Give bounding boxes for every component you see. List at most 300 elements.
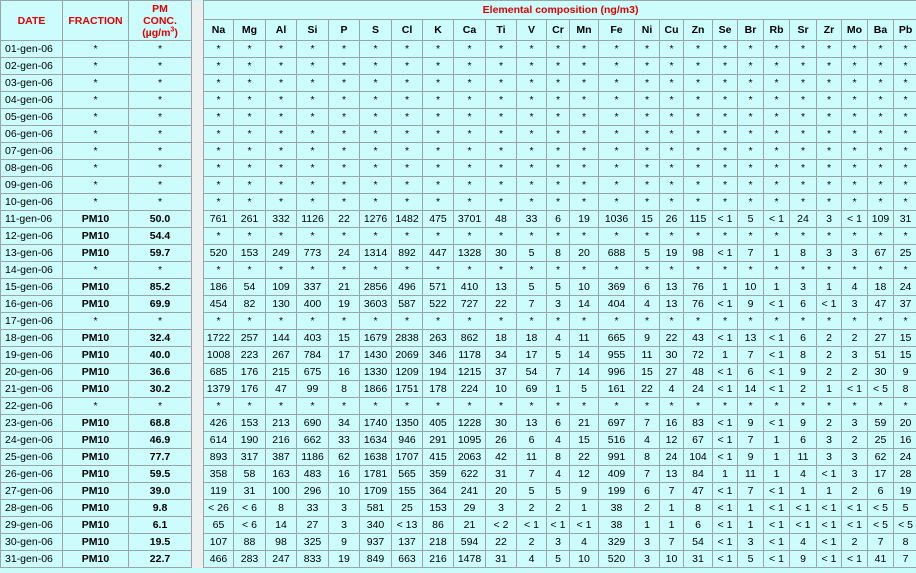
- value-cell-ca: *: [454, 58, 486, 75]
- value-cell-zr: < 1: [817, 551, 842, 568]
- value-cell-k: *: [423, 109, 454, 126]
- table-row: [1, 228, 916, 245]
- value-cell-zn: *: [684, 41, 713, 58]
- value-cell-se: *: [713, 313, 738, 330]
- value-cell-p: 33: [329, 432, 360, 449]
- value-cell-k: 194: [423, 364, 454, 381]
- element-header-fe: Fe: [599, 20, 635, 41]
- value-cell-s: 1276: [360, 211, 392, 228]
- pm-conc-cell: 77.7: [129, 449, 192, 466]
- value-cell-fe: 1036: [599, 211, 635, 228]
- value-cell-fe: 516: [599, 432, 635, 449]
- pm-conc-cell: 9.8: [129, 500, 192, 517]
- separator-cell: [192, 398, 204, 415]
- separator-cell: [192, 364, 204, 381]
- value-cell-br: *: [738, 177, 764, 194]
- value-cell-sr: 9: [790, 551, 817, 568]
- value-cell-mg: 176: [234, 381, 266, 398]
- value-cell-v: *: [517, 109, 547, 126]
- value-cell-zr: 2: [817, 415, 842, 432]
- value-cell-ca: *: [454, 228, 486, 245]
- fraction-cell: PM10: [63, 534, 129, 551]
- separator-cell: [192, 126, 204, 143]
- table-row: [1, 551, 916, 568]
- value-cell-si: *: [297, 92, 329, 109]
- value-cell-se: *: [713, 92, 738, 109]
- value-cell-p: *: [329, 160, 360, 177]
- value-cell-sr: 4: [790, 466, 817, 483]
- value-cell-ba: 18: [868, 279, 894, 296]
- value-cell-s: *: [360, 160, 392, 177]
- value-cell-zn: *: [684, 92, 713, 109]
- value-cell-ti: 34: [486, 347, 517, 364]
- value-cell-br: 14: [738, 381, 764, 398]
- value-cell-v: 33: [517, 211, 547, 228]
- table-row: [1, 534, 916, 551]
- value-cell-cl: 587: [392, 296, 423, 313]
- value-cell-fe: *: [599, 143, 635, 160]
- value-cell-mn: *: [570, 398, 599, 415]
- value-cell-zr: 3: [817, 211, 842, 228]
- table-row: [1, 177, 916, 194]
- fraction-cell: PM10: [63, 449, 129, 466]
- value-cell-br: 10: [738, 279, 764, 296]
- value-cell-zn: *: [684, 75, 713, 92]
- value-cell-p: 16: [329, 466, 360, 483]
- table-row: [1, 500, 916, 517]
- value-cell-pb: < 5: [894, 517, 916, 534]
- value-cell-ba: *: [868, 109, 894, 126]
- value-cell-zn: *: [684, 262, 713, 279]
- value-cell-br: 9: [738, 415, 764, 432]
- value-cell-s: *: [360, 177, 392, 194]
- value-cell-rb: 1: [764, 245, 790, 262]
- value-cell-k: *: [423, 194, 454, 211]
- value-cell-zr: *: [817, 313, 842, 330]
- value-cell-si: 675: [297, 364, 329, 381]
- value-cell-si: 1126: [297, 211, 329, 228]
- value-cell-cr: 2: [547, 500, 570, 517]
- value-cell-k: 475: [423, 211, 454, 228]
- value-cell-v: 2: [517, 500, 547, 517]
- separator-cell: [192, 313, 204, 330]
- value-cell-s: *: [360, 75, 392, 92]
- element-header-mn: Mn: [570, 20, 599, 41]
- value-cell-zr: < 1: [817, 296, 842, 313]
- value-cell-cl: *: [392, 41, 423, 58]
- value-cell-sr: 9: [790, 415, 817, 432]
- date-cell: 07-gen-06: [1, 143, 63, 160]
- value-cell-sr: 2: [790, 381, 817, 398]
- value-cell-si: 690: [297, 415, 329, 432]
- date-cell: 01-gen-06: [1, 41, 63, 58]
- value-cell-na: *: [204, 177, 234, 194]
- value-cell-zr: 2: [817, 330, 842, 347]
- fraction-cell: *: [63, 177, 129, 194]
- value-cell-al: *: [266, 262, 297, 279]
- value-cell-na: 1008: [204, 347, 234, 364]
- fraction-cell: PM10: [63, 330, 129, 347]
- value-cell-p: *: [329, 126, 360, 143]
- value-cell-mg: 153: [234, 415, 266, 432]
- pm-conc-cell: 19.5: [129, 534, 192, 551]
- value-cell-p: 10: [329, 483, 360, 500]
- value-cell-pb: *: [894, 126, 916, 143]
- value-cell-mg: 190: [234, 432, 266, 449]
- value-cell-ni: *: [635, 194, 660, 211]
- value-cell-ca: *: [454, 194, 486, 211]
- value-cell-rb: < 1: [764, 296, 790, 313]
- value-cell-br: 5: [738, 211, 764, 228]
- table-row: [1, 364, 916, 381]
- value-cell-zn: 24: [684, 381, 713, 398]
- value-cell-na: *: [204, 41, 234, 58]
- value-cell-al: 109: [266, 279, 297, 296]
- value-cell-br: 7: [738, 432, 764, 449]
- value-cell-v: 69: [517, 381, 547, 398]
- pm-conc-cell: *: [129, 143, 192, 160]
- value-cell-cu: 16: [660, 415, 684, 432]
- value-cell-s: *: [360, 58, 392, 75]
- value-cell-ca: *: [454, 160, 486, 177]
- value-cell-br: *: [738, 75, 764, 92]
- value-cell-al: 14: [266, 517, 297, 534]
- value-cell-mg: < 6: [234, 517, 266, 534]
- value-cell-p: 8: [329, 381, 360, 398]
- value-cell-cl: 2838: [392, 330, 423, 347]
- value-cell-mn: *: [570, 177, 599, 194]
- value-cell-fe: 199: [599, 483, 635, 500]
- fraction-cell: PM10: [63, 483, 129, 500]
- value-cell-ti: 48: [486, 211, 517, 228]
- fraction-cell: PM10: [63, 551, 129, 568]
- element-header-al: Al: [266, 20, 297, 41]
- value-cell-cl: 1707: [392, 449, 423, 466]
- value-cell-cr: 5: [547, 347, 570, 364]
- value-cell-sr: 4: [790, 534, 817, 551]
- value-cell-na: < 26: [204, 500, 234, 517]
- value-cell-ti: *: [486, 41, 517, 58]
- fraction-cell: PM10: [63, 279, 129, 296]
- value-cell-cl: 25: [392, 500, 423, 517]
- value-cell-ni: *: [635, 75, 660, 92]
- value-cell-ca: 29: [454, 500, 486, 517]
- date-cell: 25-gen-06: [1, 449, 63, 466]
- pm-conc-cell: *: [129, 398, 192, 415]
- date-cell: 20-gen-06: [1, 364, 63, 381]
- table-row: [1, 415, 916, 432]
- value-cell-se: *: [713, 160, 738, 177]
- value-cell-v: 4: [517, 551, 547, 568]
- value-cell-br: 1: [738, 517, 764, 534]
- value-cell-na: 107: [204, 534, 234, 551]
- value-cell-ti: 42: [486, 449, 517, 466]
- value-cell-s: 1330: [360, 364, 392, 381]
- value-cell-cr: *: [547, 398, 570, 415]
- separator-cell: [192, 211, 204, 228]
- table-row: [1, 143, 916, 160]
- date-cell: 02-gen-06: [1, 58, 63, 75]
- value-cell-fe: 520: [599, 551, 635, 568]
- value-cell-ba: *: [868, 75, 894, 92]
- element-header-mo: Mo: [842, 20, 868, 41]
- value-cell-cu: *: [660, 143, 684, 160]
- value-cell-mg: *: [234, 262, 266, 279]
- date-cell: 30-gen-06: [1, 534, 63, 551]
- value-cell-mo: 3: [842, 245, 868, 262]
- value-cell-na: *: [204, 109, 234, 126]
- value-cell-ba: 67: [868, 245, 894, 262]
- pm-conc-cell: *: [129, 58, 192, 75]
- value-cell-fe: *: [599, 109, 635, 126]
- value-cell-s: *: [360, 109, 392, 126]
- value-cell-mg: *: [234, 109, 266, 126]
- value-cell-zr: *: [817, 143, 842, 160]
- value-cell-mg: 58: [234, 466, 266, 483]
- fraction-cell: PM10: [63, 432, 129, 449]
- pm-conc-cell: *: [129, 160, 192, 177]
- value-cell-br: *: [738, 143, 764, 160]
- value-cell-fe: 161: [599, 381, 635, 398]
- value-cell-ni: 7: [635, 415, 660, 432]
- value-cell-al: *: [266, 143, 297, 160]
- value-cell-ba: 25: [868, 432, 894, 449]
- value-cell-br: *: [738, 313, 764, 330]
- value-cell-cl: *: [392, 75, 423, 92]
- pm-conc-cell: 46.9: [129, 432, 192, 449]
- value-cell-al: 387: [266, 449, 297, 466]
- value-cell-sr: *: [790, 143, 817, 160]
- value-cell-zn: 67: [684, 432, 713, 449]
- value-cell-na: 466: [204, 551, 234, 568]
- value-cell-mo: 2: [842, 534, 868, 551]
- element-header-p: P: [329, 20, 360, 41]
- separator-cell: [192, 534, 204, 551]
- value-cell-zr: 1: [817, 381, 842, 398]
- value-cell-si: 483: [297, 466, 329, 483]
- value-cell-rb: *: [764, 177, 790, 194]
- value-cell-si: 784: [297, 347, 329, 364]
- value-cell-p: 34: [329, 415, 360, 432]
- value-cell-zr: 3: [817, 432, 842, 449]
- value-cell-sr: *: [790, 41, 817, 58]
- value-cell-mo: *: [842, 41, 868, 58]
- value-cell-mg: 257: [234, 330, 266, 347]
- value-cell-ni: 15: [635, 211, 660, 228]
- value-cell-ba: *: [868, 160, 894, 177]
- value-cell-fe: *: [599, 313, 635, 330]
- value-cell-zn: *: [684, 194, 713, 211]
- table-row: [1, 109, 916, 126]
- value-cell-ti: 3: [486, 500, 517, 517]
- value-cell-na: *: [204, 143, 234, 160]
- value-cell-s: 1709: [360, 483, 392, 500]
- value-cell-v: *: [517, 75, 547, 92]
- value-cell-s: *: [360, 143, 392, 160]
- value-cell-mn: 11: [570, 330, 599, 347]
- value-cell-sr: 11: [790, 449, 817, 466]
- value-cell-si: 33: [297, 500, 329, 517]
- value-cell-cl: *: [392, 109, 423, 126]
- value-cell-k: 218: [423, 534, 454, 551]
- value-cell-sr: *: [790, 177, 817, 194]
- value-cell-al: 267: [266, 347, 297, 364]
- value-cell-zr: *: [817, 92, 842, 109]
- value-cell-cr: *: [547, 75, 570, 92]
- value-cell-al: 163: [266, 466, 297, 483]
- value-cell-k: *: [423, 160, 454, 177]
- value-cell-pb: 5: [894, 500, 916, 517]
- fraction-cell: PM10: [63, 517, 129, 534]
- value-cell-cr: 5: [547, 279, 570, 296]
- value-cell-na: *: [204, 75, 234, 92]
- value-cell-rb: 1: [764, 279, 790, 296]
- pm-conc-cell: 68.8: [129, 415, 192, 432]
- value-cell-ba: *: [868, 313, 894, 330]
- value-cell-cl: *: [392, 262, 423, 279]
- value-cell-ca: *: [454, 398, 486, 415]
- table-row: [1, 347, 916, 364]
- value-cell-sr: *: [790, 194, 817, 211]
- value-cell-fe: 991: [599, 449, 635, 466]
- value-cell-na: 685: [204, 364, 234, 381]
- value-cell-br: 6: [738, 364, 764, 381]
- fraction-cell: PM10: [63, 381, 129, 398]
- value-cell-mn: 14: [570, 347, 599, 364]
- fraction-cell: *: [63, 262, 129, 279]
- value-cell-k: *: [423, 75, 454, 92]
- value-cell-mo: *: [842, 75, 868, 92]
- value-cell-cl: 892: [392, 245, 423, 262]
- value-cell-al: 332: [266, 211, 297, 228]
- value-cell-zr: 2: [817, 347, 842, 364]
- value-cell-ti: < 2: [486, 517, 517, 534]
- value-cell-al: 247: [266, 551, 297, 568]
- value-cell-zn: *: [684, 58, 713, 75]
- value-cell-ba: 51: [868, 347, 894, 364]
- table-row: [1, 449, 916, 466]
- value-cell-pb: *: [894, 262, 916, 279]
- element-header-k: K: [423, 20, 454, 41]
- value-cell-p: 24: [329, 245, 360, 262]
- value-cell-v: 7: [517, 296, 547, 313]
- value-cell-si: *: [297, 228, 329, 245]
- value-cell-k: *: [423, 126, 454, 143]
- value-cell-zr: 3: [817, 245, 842, 262]
- value-cell-na: *: [204, 194, 234, 211]
- date-cell: 18-gen-06: [1, 330, 63, 347]
- element-header-v: V: [517, 20, 547, 41]
- value-cell-mg: 176: [234, 364, 266, 381]
- value-cell-cr: 7: [547, 364, 570, 381]
- value-cell-br: *: [738, 58, 764, 75]
- value-cell-pb: 16: [894, 432, 916, 449]
- value-cell-v: 5: [517, 245, 547, 262]
- fraction-cell: PM10: [63, 245, 129, 262]
- value-cell-sr: *: [790, 398, 817, 415]
- value-cell-ni: 1: [635, 517, 660, 534]
- value-cell-ti: *: [486, 126, 517, 143]
- value-cell-se: < 1: [713, 245, 738, 262]
- date-cell: 06-gen-06: [1, 126, 63, 143]
- value-cell-p: 21: [329, 279, 360, 296]
- pm-header-line2: CONC.: [143, 14, 177, 27]
- fraction-cell: PM10: [63, 211, 129, 228]
- date-header: DATE: [1, 1, 63, 41]
- date-cell: 15-gen-06: [1, 279, 63, 296]
- value-cell-ba: *: [868, 92, 894, 109]
- value-cell-br: 5: [738, 551, 764, 568]
- value-cell-p: 15: [329, 330, 360, 347]
- value-cell-k: 359: [423, 466, 454, 483]
- pm-conc-cell: *: [129, 194, 192, 211]
- value-cell-pb: 20: [894, 415, 916, 432]
- value-cell-cr: 4: [547, 330, 570, 347]
- value-cell-al: 215: [266, 364, 297, 381]
- element-header-ca: Ca: [454, 20, 486, 41]
- value-cell-pb: 24: [894, 279, 916, 296]
- value-cell-pb: 31: [894, 211, 916, 228]
- value-cell-ti: 30: [486, 245, 517, 262]
- value-cell-ni: *: [635, 41, 660, 58]
- separator-cell: [192, 330, 204, 347]
- pm-conc-cell: *: [129, 126, 192, 143]
- table-row: [1, 126, 916, 143]
- value-cell-s: 1866: [360, 381, 392, 398]
- value-cell-ba: 7: [868, 534, 894, 551]
- value-cell-p: *: [329, 41, 360, 58]
- value-cell-zr: *: [817, 75, 842, 92]
- value-cell-si: 400: [297, 296, 329, 313]
- value-cell-ni: *: [635, 58, 660, 75]
- value-cell-mo: < 1: [842, 211, 868, 228]
- value-cell-v: 7: [517, 466, 547, 483]
- value-cell-ni: 4: [635, 296, 660, 313]
- value-cell-cu: *: [660, 126, 684, 143]
- pm-conc-cell: 59.5: [129, 466, 192, 483]
- value-cell-si: *: [297, 58, 329, 75]
- value-cell-mg: 261: [234, 211, 266, 228]
- value-cell-al: *: [266, 41, 297, 58]
- value-cell-mg: 223: [234, 347, 266, 364]
- fraction-cell: *: [63, 126, 129, 143]
- value-cell-mg: 283: [234, 551, 266, 568]
- value-cell-v: < 1: [517, 517, 547, 534]
- value-cell-mn: 10: [570, 279, 599, 296]
- value-cell-ba: *: [868, 262, 894, 279]
- value-cell-ni: *: [635, 228, 660, 245]
- value-cell-br: 9: [738, 449, 764, 466]
- value-cell-mg: *: [234, 313, 266, 330]
- value-cell-zn: 104: [684, 449, 713, 466]
- value-cell-sr: 24: [790, 211, 817, 228]
- separator-cell: [192, 415, 204, 432]
- value-cell-k: *: [423, 177, 454, 194]
- value-cell-mn: *: [570, 109, 599, 126]
- separator-cell: [192, 228, 204, 245]
- value-cell-zr: *: [817, 126, 842, 143]
- separator-column: [192, 1, 204, 41]
- value-cell-ti: 37: [486, 364, 517, 381]
- value-cell-zr: *: [817, 58, 842, 75]
- value-cell-k: *: [423, 92, 454, 109]
- value-cell-al: 249: [266, 245, 297, 262]
- value-cell-ti: *: [486, 194, 517, 211]
- value-cell-zn: 54: [684, 534, 713, 551]
- value-cell-ti: 30: [486, 415, 517, 432]
- value-cell-mo: < 1: [842, 517, 868, 534]
- pm-conc-header: [129, 1, 192, 41]
